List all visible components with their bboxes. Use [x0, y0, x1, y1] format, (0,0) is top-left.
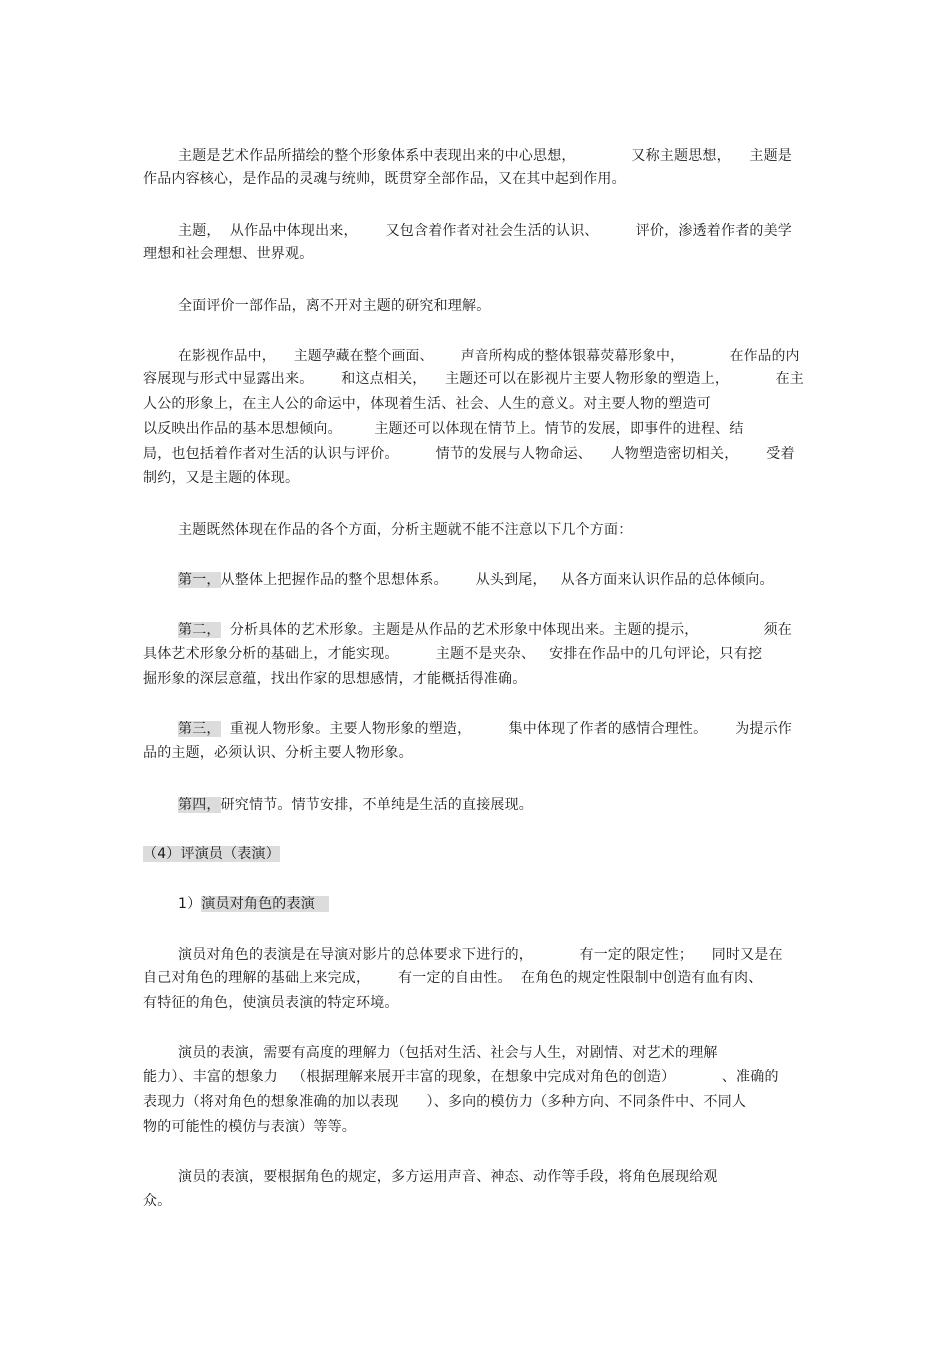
section-heading [143, 844, 280, 864]
subsection-heading [178, 894, 329, 914]
paragraph-11-line-2: 能力）、丰富的想象力 （根据理解来展开丰富的现象，在想象中完成对角色的创造） 、准确的 [143, 1069, 779, 1085]
paragraph-11-line-1: 演员的表演，需要有高度的理解力（包括对生活、社会与人生，对剧情、对艺术的理解 [178, 1045, 718, 1061]
paragraph-7-line-3: 掘形象的深层意蕴，找出作家的思想感情，才能概括得准确。 [143, 671, 527, 687]
paragraph-9-line-1 [178, 795, 533, 815]
paragraph-5-line-1: 主题既然体现在作品的各个方面，分析主题就不能不注意以下几个方面： [178, 522, 633, 538]
paragraph-10-line-2: 自己对角色的理解的基础上来完成， 有一定的自由性。 在角色的规定性限制中创造有血有肉、 [143, 970, 763, 986]
subsection-heading-text: 演员对角色的表演 [201, 896, 329, 912]
point-label-fourth: 第四， [178, 797, 221, 813]
paragraph-7-line-2: 具体艺术形象分析的基础上，才能实现。 主题不是夹杂、 安排在作品中的几句评论，只有挖 [143, 646, 763, 662]
point-text-third: 重视人物形象。主要人物形象的塑造， 集中体现了作者的感情合理性。 为提示作 [220, 721, 793, 737]
point-text-first: 从整体上把握作品的整个思想体系。 从头到尾， 从各方面来认识作品的总体倾向。 [220, 572, 774, 588]
paragraph-12-line-2: 众。 [143, 1193, 172, 1209]
paragraph-3-line-1: 全面评价一部作品，离不开对主题的研究和理解。 [178, 298, 491, 314]
point-label-third: 第三， [178, 721, 221, 737]
subsection-number: 1） [178, 896, 202, 912]
paragraph-4-line-5: 局，也包括着作者对生活的认识与评价。 情节的发展与人物命运、 人物塑造密切相关， 受着 [143, 446, 795, 462]
paragraph-4-line-3: 人公的形象上，在主人公的命运中，体现着生活、社会、人生的意义。对主要人物的塑造可 [143, 396, 711, 412]
paragraph-11-line-3: 表现力（将对角色的想象准确的加以表现 ）、多向的模仿力（多种方向、不同条件中、不同人 [143, 1094, 747, 1110]
paragraph-7-line-1 [178, 620, 792, 640]
paragraph-1-line-2: 作品内容核心，是作品的灵魂与统帅，既贯穿全部作品，又在其中起到作用。 [143, 171, 626, 187]
paragraph-11-line-4: 物的可能性的模仿与表演）等等。 [143, 1119, 356, 1135]
paragraph-8-line-1 [178, 719, 792, 739]
paragraph-4-line-1: 在影视作品中， 主题孕藏在整个画面、 声音所构成的整体银幕荧幕形象中， 在作品的内 [178, 348, 800, 364]
paragraph-1-line-1: 主题是艺术作品所描绘的整个形象体系中表现出来的中心思想， 又称主题思想， 主题是 [178, 148, 793, 164]
point-text-fourth: 研究情节。情节安排，不单纯是生活的直接展现。 [220, 797, 534, 813]
paragraph-4-line-6: 制约，又是主题的体现。 [143, 470, 300, 486]
paragraph-8-line-2: 品的主题，必须认识、分析主要人物形象。 [143, 745, 413, 761]
paragraph-10-line-3: 有特征的角色，使演员表演的特定环境。 [143, 995, 399, 1011]
point-label-second: 第二， [178, 622, 221, 638]
section-heading-text: （4）评演员（表演） [143, 846, 280, 862]
point-label-first: 第一， [178, 572, 221, 588]
paragraph-4-line-4: 以反映出作品的基本思想倾向。 主题还可以体现在情节上。情节的发展，即事件的进程、结 [143, 421, 744, 437]
paragraph-2-line-2: 理想和社会理想、世界观。 [143, 246, 314, 262]
paragraph-6-line-1 [178, 570, 774, 590]
paragraph-12-line-1: 演员的表演，要根据角色的规定，多方运用声音、神态、动作等手段，将角色展现给观 [178, 1169, 718, 1185]
point-text-second: 分析具体的艺术形象。主题是从作品的艺术形象中体现出来。主题的提示， 须在 [220, 622, 793, 638]
paragraph-4-line-2: 容展现与形式中显露出来。 和这点相关， 主题还可以在影视片主要人物形象的塑造上， 在主 [143, 371, 805, 387]
paragraph-2-line-1: 主题， 从作品中体现出来， 又包含着作者对社会生活的认识、 评价，渗透着作者的美学 [178, 223, 793, 239]
paragraph-10-line-1: 演员对角色的表演是在导演对影片的总体要求下进行的， 有一定的限定性； 同时又是在 [178, 947, 783, 963]
